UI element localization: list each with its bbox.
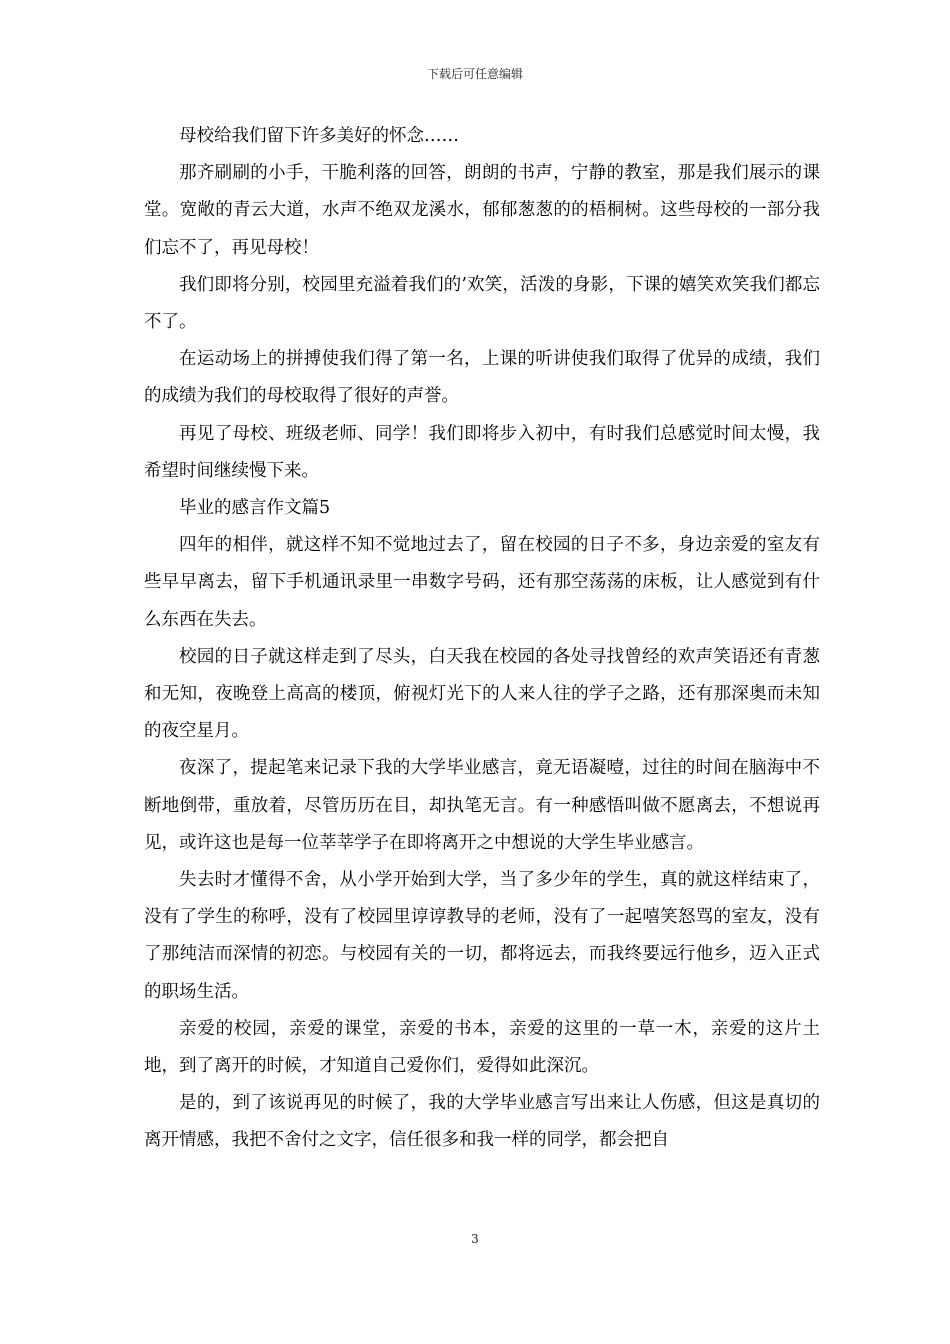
paragraph: 四年的相伴，就这样不知不觉地过去了，留在校园的日子不多，身边亲爱的室友有些早早离去，留下手机通讯录里一串数字号码，还有那空荡荡的床板，让人感觉到有什么东西在失去。	[144, 535, 820, 630]
page-header: 下载后可任意编辑	[426, 67, 523, 81]
page-number: 3	[471, 1232, 479, 1246]
paragraph: 夜深了，提起笔来记录下我的大学毕业感言，竟无语凝噎，过往的时间在脑海中不断地倒带，重放着，尽管历历在目，却执笔无言。有一种感悟叫做不愿离去，不想说再见，或许这也是每一位莘莘学子在即将离开之中想说的大学生毕业感言。	[144, 758, 820, 853]
paragraph: 那齐刷刷的小手，干脆利落的回答，朗朗的书声，宁静的教室，那是我们展示的课堂。宽敞的青云大道，水声不绝双龙溪水，郁郁葱葱的的梧桐树。这些母校的一部分我们忘不了，再见母校！	[144, 163, 820, 258]
paragraph: 失去时才懂得不舍，从小学开始到大学，当了多少年的学生，真的就这样结束了，没有了学生的称呼，没有了校园里谆谆教导的老师，没有了一起嘻笑怒骂的室友，没有了那纯洁而深情的初恋。与校园有关的一切，都将远去，而我终要远行他乡，迈入正式的职场生活。	[144, 870, 820, 1002]
paragraph: 母校给我们留下许多美好的怀念……	[179, 126, 459, 146]
paragraph: 再见了母校、班级老师、同学！我们即将步入初中，有时我们总感觉时间太慢，我希望时间继续慢下来。	[144, 423, 820, 481]
paragraph: 校园的日子就这样走到了尽头，白天我在校园的各处寻找曾经的欢声笑语还有青葱和无知，夜晚登上高高的楼顶，俯视灯光下的人来人往的学子之路，还有那深奥而未知的夜空星月。	[144, 646, 820, 742]
paragraph: 是的，到了该说再见的时候了，我的大学毕业感言写出来让人伤感，但这是真切的离开情感，我把不舍付之文字，信任很多和我一样的同学，都会把自	[144, 1093, 820, 1151]
paragraph: 我们即将分别，校园里充溢着我们的’欢笑，活泼的身影，下课的嬉笑欢笑我们都忘不了。	[144, 274, 820, 333]
paragraph: 在运动场上的拼搏使我们得了第一名，上课的听讲使我们取得了优异的成绩，我们的成绩为我们的母校取得了很好的声誉。	[144, 349, 820, 407]
document-body	[144, 118, 820, 1160]
paragraph: 亲爱的校园，亲爱的课堂，亲爱的书本，亲爱的这里的一草一木，亲爱的这片土地，到了离开的时候，才知道自己爱你们，爱得如此深沉。	[144, 1018, 820, 1077]
section-heading: 毕业的感言作文篇5	[179, 498, 331, 519]
